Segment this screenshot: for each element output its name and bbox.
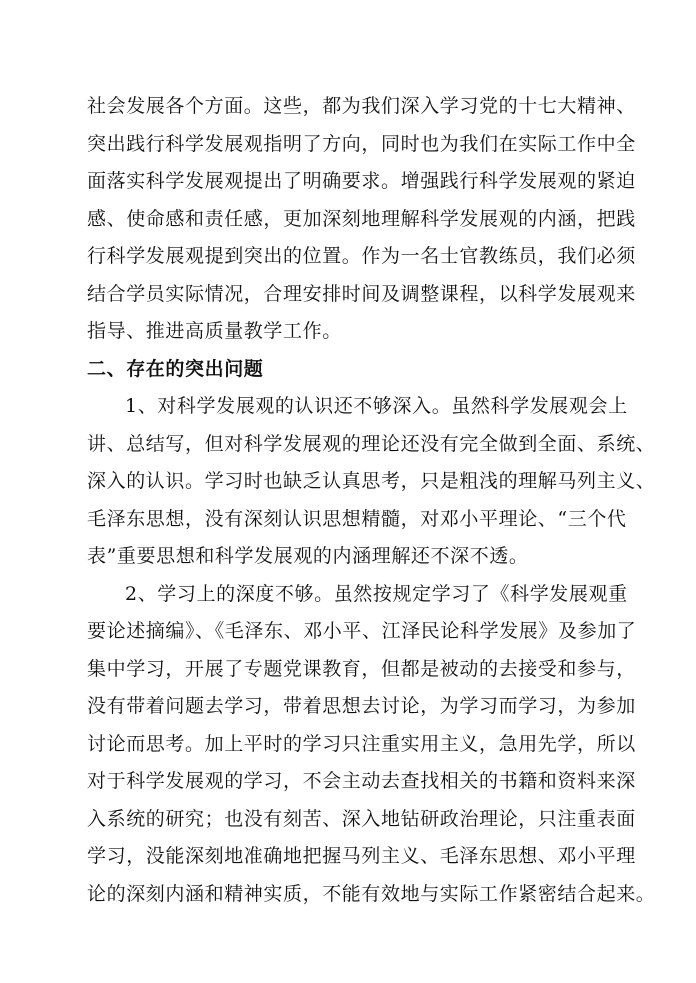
paragraph-line: 入系统的研究；也没有刻苦、深入地钻研政治理论，只注重表面 <box>87 807 636 830</box>
section-heading: 二、存在的突出问题 <box>87 357 264 380</box>
paragraph-line: 深入的认识。学习时也缺乏认真思考，只是粗浅的理解马列主义、 <box>87 470 656 492</box>
paragraph-line: 没有带着问题去学习，带着思想去讨论，为学习而学习，为参加 <box>87 695 636 717</box>
paragraph-line: 行科学发展观提到突出的位置。作为一名士官教练员，我们必须 <box>87 245 636 267</box>
paragraph-line: 结合学员实际情况，合理安排时间及调整课程，以科学发展观来 <box>87 282 636 305</box>
paragraph-line: 集中学习，开展了专题党课教育，但都是被动的去接受和参与， <box>87 657 636 680</box>
paragraph-line: 突出践行科学发展观指明了方向，同时也为我们在实际工作中全 <box>87 132 636 155</box>
paragraph-line: 论的深刻内涵和精神实质，不能有效地与实际工作紧密结合起来。 <box>87 882 656 905</box>
paragraph-line: 要论述摘编》、《毛泽东、邓小平、江泽民论科学发展》及参加了 <box>87 620 637 642</box>
paragraph-line: 感、使命感和责任感，更加深刻地理解科学发展观的内涵，把践 <box>87 207 636 230</box>
paragraph-line: 讨论而思考。加上平时的学习只注重实用主义，急用先学，所以 <box>87 732 636 755</box>
paragraph-line: 对于科学发展观的学习，不会主动去查找相关的书籍和资料来深 <box>87 770 636 792</box>
paragraph-line: 讲、总结写，但对科学发展观的理论还没有完全做到全面、系统、 <box>87 432 656 455</box>
paragraph-line: 社会发展各个方面。这些，都为我们深入学习党的十七大精神、 <box>87 95 636 117</box>
paragraph-line: 指导、推进高质量教学工作。 <box>87 320 342 342</box>
paragraph-line: 表”重要思想和科学发展观的内涵理解还不深不透。 <box>87 545 529 567</box>
document-page <box>87 88 662 913</box>
paragraph-line: 面落实科学发展观提出了明确要求。增强践行科学发展观的紧迫 <box>87 170 636 192</box>
paragraph-line: 学习，没能深刻地准确地把握马列主义、毛泽东思想、邓小平理 <box>87 845 636 867</box>
paragraph-line: 毛泽东思想，没有深刻认识思想精髓，对邓小平理论、“三个代 <box>87 507 627 530</box>
paragraph-line: 1、对科学发展观的认识还不够深入。虽然科学发展观会上 <box>125 395 628 417</box>
paragraph-line: 2、学习上的深度不够。虽然按规定学习了《科学发展观重 <box>125 582 628 605</box>
